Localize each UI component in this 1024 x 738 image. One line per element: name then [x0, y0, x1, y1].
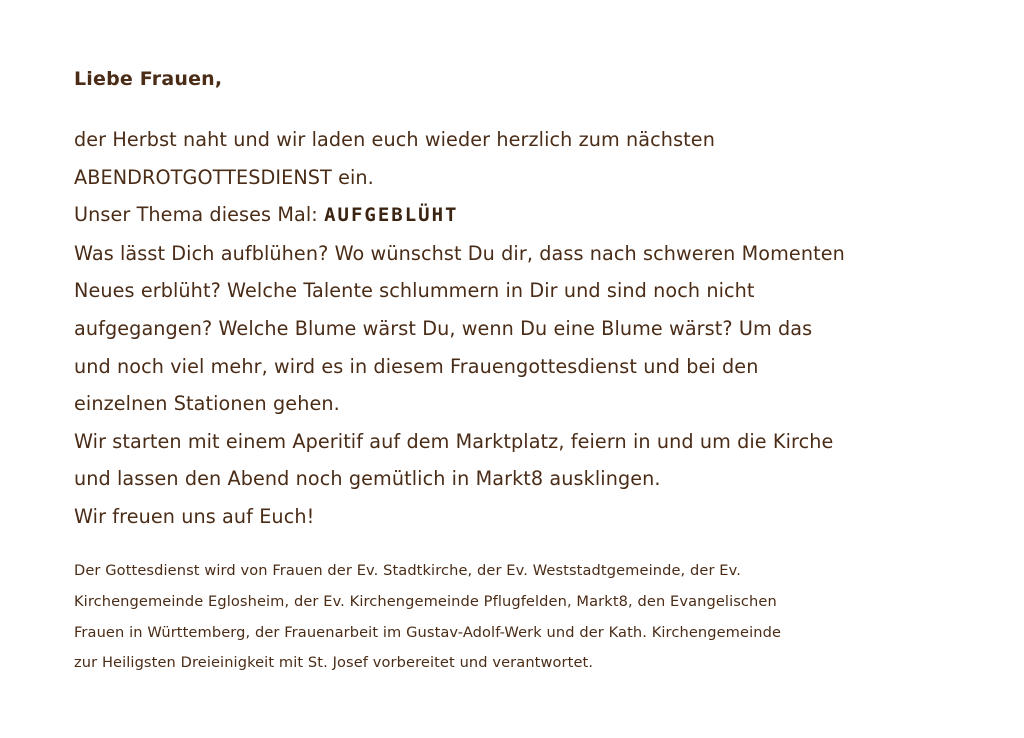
body-line-2: ABENDROTGOTTESDIENST ein.	[74, 165, 374, 189]
body-line-9: Wir starten mit einem Aperitif auf dem Marktplatz, feiern in und um die Kirche	[74, 429, 834, 453]
footer-line-4: zur Heiligsten Dreieinigkeit mit St. Josef vorbereitet und verantwortet.	[74, 654, 594, 672]
footer-line-2: Kirchengemeinde Eglosheim, der Ev. Kirchengemeinde Pflugfelden, Markt8, den Evangelischen	[74, 592, 777, 610]
footer-line-3: Frauen in Württemberg, der Frauenarbeit im Gustav-Adolf-Werk und der Kath. Kirchengemeinde	[74, 623, 782, 641]
body-line-5: Neues erblüht? Welche Talente schlummern in Dir und sind noch nicht	[74, 279, 755, 303]
greeting-heading: Liebe Frauen,	[74, 68, 223, 90]
footer-line-1: Der Gottesdienst wird von Frauen der Ev. Stadtkirche, der Ev. Weststadtgemeinde, der Ev.	[74, 562, 741, 579]
letter-body	[74, 121, 964, 536]
body-line-3	[74, 196, 964, 235]
body-line-1: der Herbst naht und wir laden euch wieder herzlich zum nächsten	[74, 128, 715, 151]
theme-intro: Unser Thema dieses Mal:	[74, 203, 325, 227]
theme-word: AUFGEBLÜHT	[324, 204, 459, 227]
body-line-6: aufgegangen? Welche Blume wärst Du, wenn Du eine Blume wärst? Um das	[74, 316, 813, 340]
body-line-8: einzelnen Stationen gehen.	[74, 392, 340, 416]
body-line-7: und noch viel mehr, wird es in diesem Frauengottesdienst und bei den	[74, 354, 759, 378]
body-line-4: Was lässt Dich aufblühen? Wo wünschst Du dir, dass nach schweren Momenten	[74, 241, 845, 265]
body-line-10: und lassen den Abend noch gemütlich in Markt8 ausklingen.	[74, 467, 661, 491]
body-line-11: Wir freuen uns auf Euch!	[74, 504, 315, 528]
organizers-note	[74, 556, 964, 679]
